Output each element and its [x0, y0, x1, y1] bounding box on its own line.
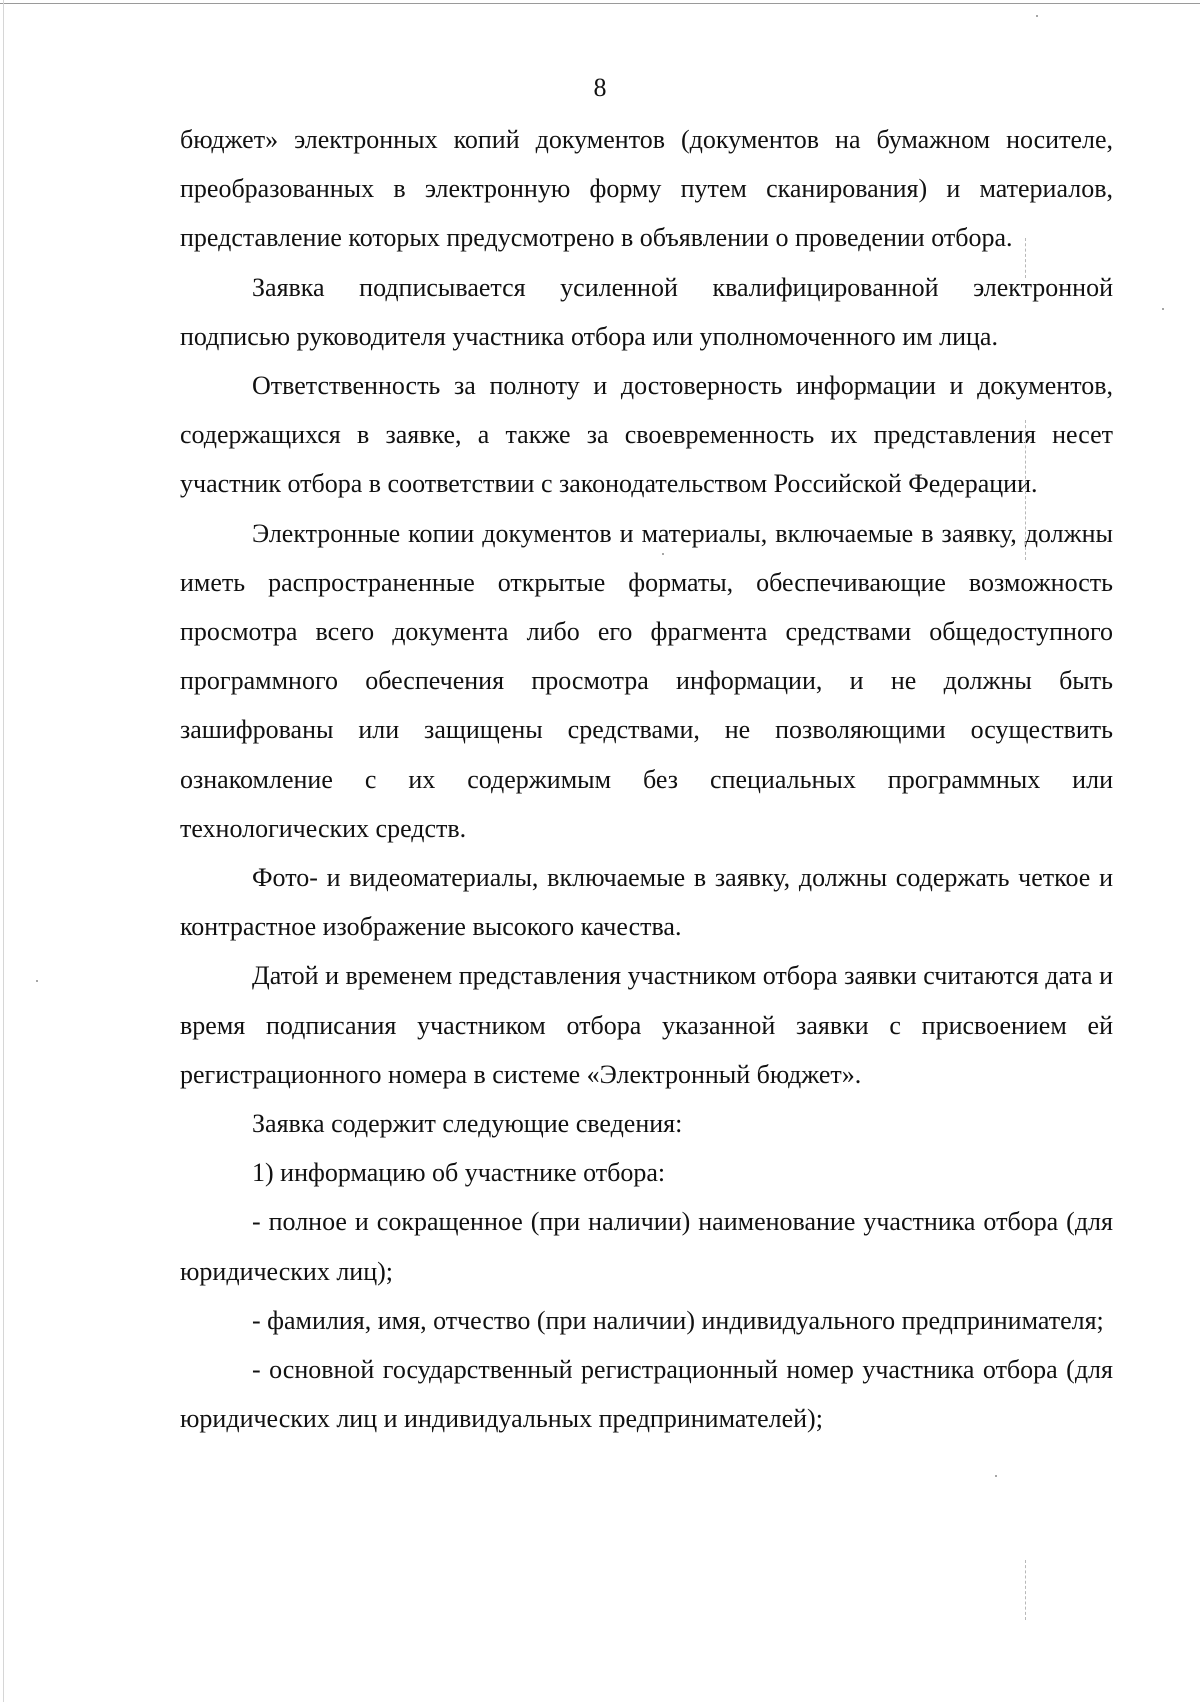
scan-speck — [36, 980, 38, 982]
list-subitem-ogrn: - основной государственный регистрационный номер участника отбора (для юридических лиц и индивидуальных предпринимателей); — [180, 1355, 1113, 1434]
paragraph-contents-intro: Заявка содержит следующие сведения: — [252, 1109, 683, 1139]
scan-speck — [995, 1475, 997, 1477]
scan-artifact-line — [1025, 1560, 1026, 1620]
scan-speck — [1036, 15, 1038, 17]
paragraph-photo-video: Фото- и видеоматериалы, включаемые в заявку, должны содержать четкое и контрастное изображение высокого качества. — [180, 863, 1113, 942]
list-subitem-name: - полное и сокращенное (при наличии) наименование участника отбора (для юридических лиц); — [180, 1207, 1113, 1286]
paragraph-signature: Заявка подписывается усиленной квалифицированной электронной подписью руководителя участника отбора или уполномоченного им лица. — [180, 272, 1113, 351]
page-number: 8 — [593, 73, 607, 102]
paragraph-responsibility: Ответственность за полноту и достоверность информации и документов, содержащихся в заявке, а также за своевременность их представления несет участник отбора в соответствии с законодательством Российской Федерации. — [180, 371, 1113, 499]
list-item-1: 1) информацию об участнике отбора: — [252, 1158, 666, 1188]
scan-left-edge — [3, 0, 4, 1702]
scan-speck — [1162, 308, 1164, 310]
scan-artifact-line — [1025, 238, 1026, 278]
paragraph-submission-date: Датой и временем представления участником отбора заявки считаются дата и время подписания участником отбора указанной заявки с присвоением ей регистрационного номера в системе «Электронный бюджет». — [180, 961, 1113, 1089]
paragraph-continuation: бюджет» электронных копий документов (документов на бумажном носителе, преобразованных в электронную форму путем сканирования) и материалов, представление которых предусмотрено в объявлении о проведении отбора. — [180, 125, 1113, 253]
paragraph-electronic-copies: Электронные копии документов и материалы, включаемые в заявку, должны иметь распространенные открытые форматы, обеспечивающие возможность просмотра всего документа либо его фрагмента средствами общедоступного программного обеспечения просмотра информации, и не должны быть зашифрованы или защищены средствами, не позволяющими осуществить ознакомление с их содержимым без специальных программных или технологических средств. — [180, 518, 1113, 843]
scan-speck — [662, 553, 664, 555]
scan-top-edge — [0, 3, 1200, 4]
list-subitem-fio: - фамилия, имя, отчество (при наличии) индивидуального предпринимателя; — [252, 1305, 1104, 1335]
scan-artifact-line — [1025, 420, 1026, 560]
document-body — [180, 115, 1113, 1443]
